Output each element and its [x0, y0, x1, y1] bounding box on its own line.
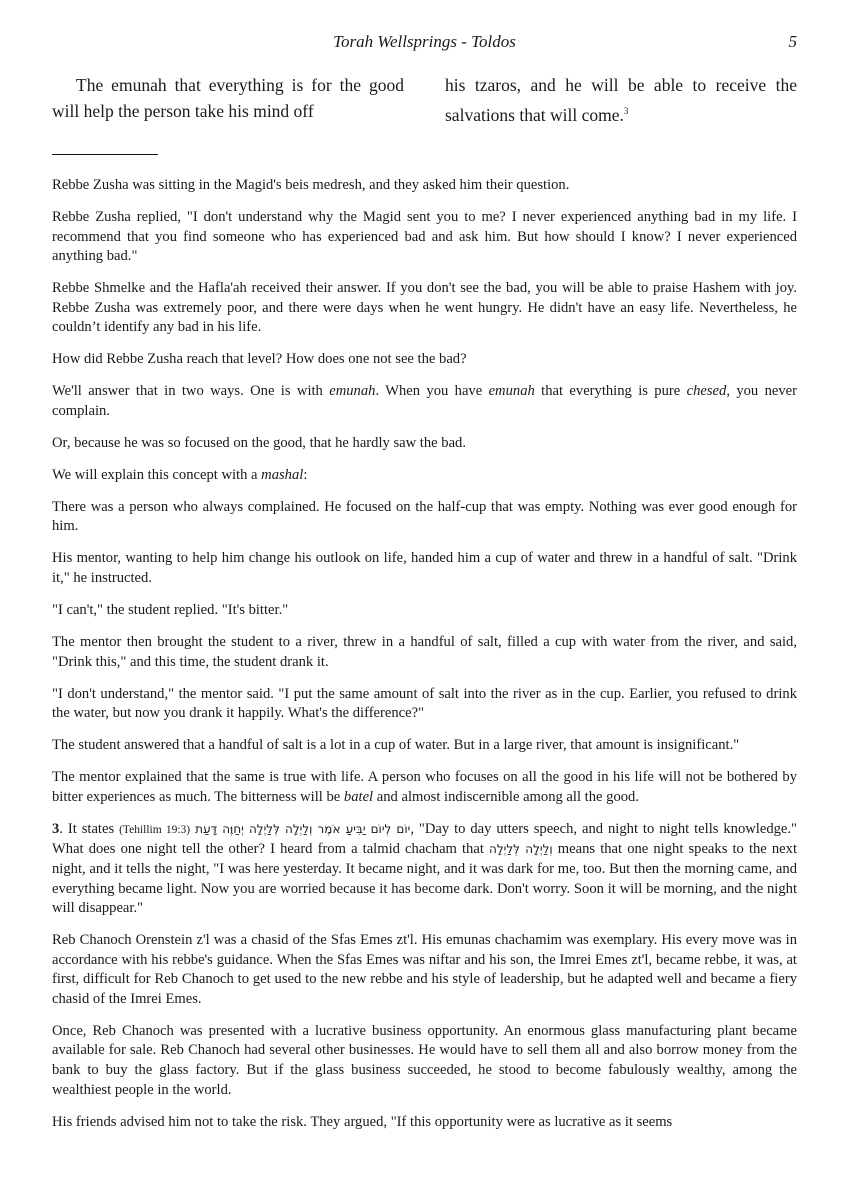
text-segment: The student answered that a handful of salt is a lot in a cup of water. But in a large river, that amount is insignificant." [52, 737, 740, 754]
footnote-paragraph [52, 434, 797, 454]
left-column-text: The emunah that everything is for the good will help the person take his mind off [52, 75, 404, 121]
italic-term: emunah [329, 383, 376, 400]
text-segment: "I can't," the student replied. "It's bitter." [52, 602, 289, 619]
footnote-paragraph [52, 685, 797, 724]
text-segment: that everything is pure [534, 383, 687, 400]
citation: (Tehillim 19:3) [119, 823, 191, 836]
text-segment: means that one night speaks to the next night, and it tells the night, "I was here yesterday. It became night, and it was dark for me, too. But then the morning came, and everything became light. Now you are worried because it has become dark. Don't worry. Soon it will be morning, and the night will disappear." [52, 841, 798, 917]
text-segment: "I don't understand," the mentor said. "I put the same amount of salt into the river as in the cup. Earlier, you refused to drink the water, but now you drank it happily. What's the difference?" [52, 685, 797, 722]
hebrew-text: יוֹם לְיוֹם יַבִּיעַ אֹמֶר וְלַיְלָה לְּלַיְלָה יְחַוֶּה דָּעַת [195, 821, 411, 836]
text-segment: , you never complain. [52, 383, 797, 419]
footnote-paragraph [52, 350, 797, 370]
footnote-paragraph [52, 931, 797, 1009]
text-segment: . When you have [375, 383, 489, 400]
footnote-paragraph [52, 601, 797, 621]
text-segment: Once, Reb Chanoch was presented with a lucrative business opportunity. An enormous glass manufacturing plant became available for sale. Reb Chanoch had several other businesses. He would have to sell them all and also borrow money from the bank to buy the glass factory. But if the glass business succeeded, he stood to become fabulously wealthy, among the wealthiest people in the world. [52, 1022, 797, 1098]
text-segment: Rebbe Zusha replied, "I don't understand why the Magid sent you to me? I never experienced anything bad in my life. I recommend that you find someone who has experienced bad and ask him. But how should I know? I never experienced anything bad." [52, 208, 797, 265]
text-segment: We will explain this concept with a [52, 466, 262, 483]
footnote-paragraph [52, 633, 797, 672]
footnote-separator [52, 154, 158, 155]
running-header [0, 32, 849, 56]
footnote-paragraph [52, 736, 797, 756]
text-segment: The mentor explained that the same is true with life. A person who focuses on all the good in his life will not be bothered by bitter experiences as much. The bitterness will be [52, 769, 797, 805]
italic-term: batel [343, 788, 374, 805]
text-segment: . It states [59, 820, 120, 837]
footnote-paragraph [52, 1113, 797, 1133]
footnotes [52, 176, 797, 1145]
text-segment: , "Day to day utters speech, and night to night tells knowledge." What does one night tell the other? I heard from a talmid chacham that [52, 820, 798, 858]
footnote-ref[interactable]: 3 [623, 106, 629, 116]
header-title: Torah Wellsprings - Toldos [333, 32, 516, 51]
text-segment: There was a person who always complained. He focused on the half-cup that was empty. Nothing was ever good enough for him. [52, 498, 797, 535]
text-segment: His friends advised him not to take the risk. They argued, "If this opportunity were as lucrative as it seems [52, 1113, 673, 1130]
footnote-paragraph [52, 1022, 797, 1100]
text-segment: Or, because he was so focused on the good, that he hardly saw the bad. [52, 434, 466, 451]
text-segment: Rebbe Zusha was sitting in the Magid's beis medresh, and they asked him their question. [52, 177, 570, 193]
footnote-paragraph [52, 176, 797, 196]
text-segment: and almost indiscernible among all the good. [373, 788, 639, 805]
text-segment: How did Rebbe Zusha reach that level? How does one not see the bad? [52, 351, 467, 368]
text-segment: The mentor then brought the student to a river, threw in a handful of salt, filled a cup with water from the river, and said, "Drink this," and this time, the student drank it. [52, 634, 797, 670]
footnote-paragraph [52, 466, 797, 486]
italic-term: emunah [488, 383, 535, 400]
page-number: 5 [788, 32, 797, 51]
footnote-paragraph [52, 820, 797, 919]
main-text-columns [52, 72, 797, 128]
text-segment: His mentor, wanting to help him change his outlook on life, handed him a cup of water and threw in a handful of salt. "Drink it," he instructed. [52, 550, 797, 587]
text-segment: Rebbe Shmelke and the Hafla'ah received their answer. If you don't see the bad, you will be able to praise Hashem with joy. Rebbe Zusha was extremely poor, and there were days when he went hungry. He didn't have an easy life. Nevertheless, he couldn’t identify any bad in his life. [52, 280, 797, 336]
footnote-paragraph [52, 549, 797, 588]
footnote-paragraph [52, 279, 797, 338]
right-column-text: his tzaros, and he will be able to receive the salvations that will come. [445, 75, 797, 125]
footnote-paragraph [52, 498, 797, 537]
footnote-number: 3 [52, 820, 60, 837]
italic-term: mashal [261, 466, 304, 483]
text-segment: We'll answer that in two ways. One is with [52, 383, 330, 400]
italic-term: chesed [686, 383, 727, 400]
text-segment: : [303, 466, 308, 483]
hebrew-text: וְלַיְלָה לְּלַיְלָה [489, 842, 553, 857]
right-column [445, 72, 797, 128]
footnote-paragraph [52, 382, 797, 421]
footnote-paragraph [52, 208, 797, 267]
text-segment: Reb Chanoch Orenstein z'l was a chasid of the Sfas Emes zt'l. His emunas chachamim was exemplary. His every move was in accordance with his rebbe's guidance. When the Sfas Emes was niftar and his son, the Imrei Emes zt'l, became rebbe, it was, at first, difficult for Reb Chanoch to get used to the new rebbe and his style of leadership, but he adapted well and became a fiery chasid of the Imrei Emes. [52, 932, 797, 1007]
left-column [52, 72, 404, 128]
footnote-paragraph [52, 768, 797, 807]
